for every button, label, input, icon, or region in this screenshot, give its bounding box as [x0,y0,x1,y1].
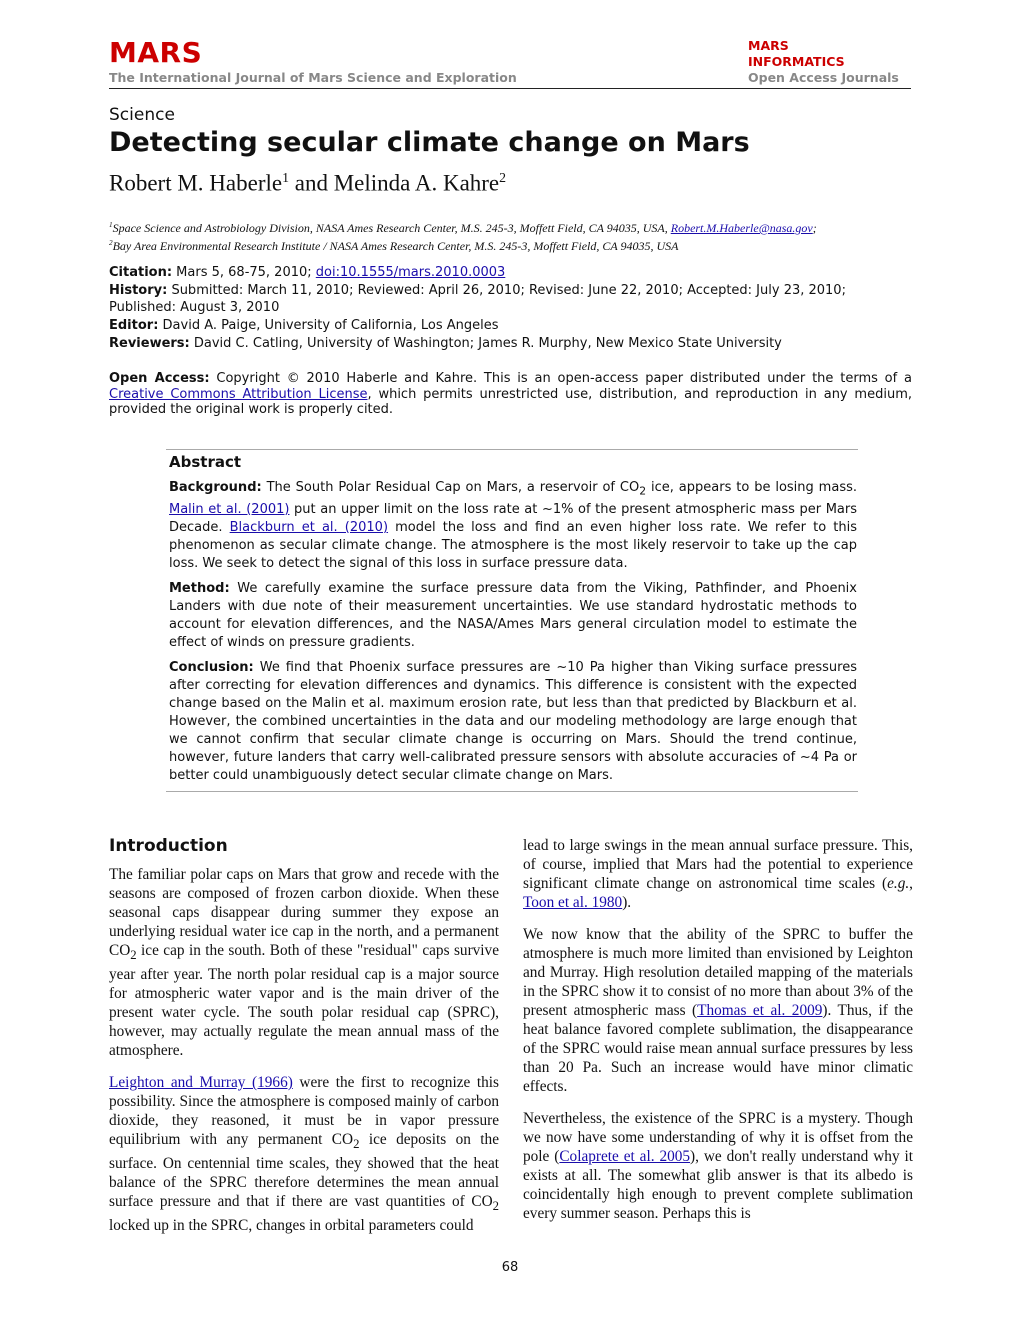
author-2: Melinda A. Kahre [333,170,500,196]
text-run: The familiar polar caps on Mars that grow and recede with the seasons are composed of frozen carbon dioxide. When these seasonal caps disappear during summer they expose an underlying residual water ice cap in the north, and a permanent CO [109,866,499,959]
affil-marker: 1 [109,221,113,229]
text-run: We find that Phoenix surface pressures are ~10 Pa higher than Viking surface pressures after correcting for elevation differences and dynamics. This difference is consistent with the expected change based on the Malin et al. maximum erosion rate, but less than that predicted by Blackburn et al. However, the combined uncertainties in the data and our modeling methodology are large enough that we cannot confirm that secular climate change is occurring on Mars. Should the trend continue, however, future landers that carry well-calibrated pressure sensors with absolute accuracies of ~4 Pa or better could unambiguously detect secular climate change on Mars. [169,659,857,783]
reviewers-label: Reviewers: [109,336,190,351]
history-text: Submitted: March 11, 2010; Reviewed: April 26, 2010; Revised: June 22, 2010; Accepted: July 23, 2010; Published: August 3, 2010 [109,283,846,315]
affil-punct: ; [812,221,817,235]
citation-label: Citation: [109,265,173,280]
paragraph [169,580,857,652]
text-run: put an upper limit on the loss rate at ~1% of the present atmospheric mass per Mars Decade. [169,501,857,535]
editor-text: David A. Paige, University of California, Los Angeles [158,318,499,333]
author-2-affil: 2 [499,170,507,185]
editor [109,317,914,334]
text-run: ). [622,894,632,911]
publisher-block [748,38,899,86]
introduction-heading: Introduction [109,836,228,856]
reference-link[interactable]: Colaprete et al. 2005 [559,1148,691,1165]
paragraph [523,1109,913,1223]
reference-link[interactable]: Leighton and Murray (1966) [109,1074,293,1092]
oa-text: , which permits unrestricted use, distribution, and reproduction in any medium, provided the original work is properly cited. [109,386,912,417]
text-run: We now know that the ability of the SPRC to buffer the atmosphere is much more limited than envisioned by Leighton and Murray. High resolution detailed mapping of the materials in the SPRC show it to consist of no more than about 3% of the present atmospheric mass ( [523,926,913,1019]
paragraph-label: Method: [169,580,230,596]
editor-label: Editor: [109,318,159,333]
publisher-name-1: MARS [748,38,789,53]
text-run: e.g. [887,875,910,892]
license-link[interactable]: Creative Commons Attribution License [109,386,368,402]
paragraph [523,925,913,1096]
text-run: locked up in the SPRC, changes in orbital parameters could [109,1217,474,1235]
affil-text: Space Science and Astrobiology Division, NASA Ames Research Center, M.S. 245-3, Moffett Field, CA 94035, USA, [112,221,671,235]
oa-label: Open Access: [109,371,210,386]
authors [109,170,506,197]
affiliations [109,218,929,254]
doi-link[interactable]: doi:10.1555/mars.2010.0003 [315,265,506,280]
oa-text: Copyright © 2010 Haberle and Kahre. This is an open-access paper distributed under the terms of a [209,371,912,386]
subscript: 2 [492,1199,499,1214]
email-link[interactable]: Robert.M.Haberle@nasa.gov [670,221,813,235]
article-title: Detecting secular climate change on Mars [109,127,750,158]
history [109,282,914,316]
paragraph-label: Background: [169,480,262,495]
text-run: ice, appears to be losing mass. [646,480,857,495]
reviewers-text: David C. Catling, University of Washington; James R. Murphy, New Mexico State University [189,336,782,351]
subscript: 2 [353,1137,360,1152]
paragraph [169,659,857,785]
text-run: were the first to recognize this possibility. Since the atmosphere is composed mainly of carbon dioxide, they reasoned, it must be in vapor pressure equilibrium with any permanent CO [109,1074,499,1149]
text-run: We carefully examine the surface pressure data from the Viking, Pathfinder, and Phoenix Landers with due note of their measurement uncertainties. We use standard hydrostatic methods to account for elevation differences, and the NASA/Ames Mars general circulation model to estimate the effect of winds on pressure gradients. [169,580,857,650]
publisher-name-2: INFORMATICS [748,54,845,69]
citation-text: Mars 5, 68-75, 2010; [172,265,316,280]
abstract-heading: Abstract [169,453,242,471]
column-left [109,836,499,1248]
subscript: 2 [639,484,647,498]
paragraph [169,479,857,573]
reference-link[interactable]: Malin et al. (2001) [169,501,290,517]
affil-text: Bay Area Environmental Research Institute / NASA Ames Research Center, M.S. 245-3, Moffett Field, CA 94035, USA [112,239,679,253]
publisher-tagline: Open Access Journals [748,70,899,85]
column-right [523,836,913,1236]
journal-header [109,36,911,89]
column-right-body [523,836,913,1223]
paragraph [109,1073,499,1235]
author-1-affil: 1 [282,170,289,185]
affiliation-2 [109,236,929,254]
journal-subtitle: The International Journal of Mars Science and Exploration [109,70,517,85]
text-run: ice cap in the south. Both of these "residual" caps survive year after year. The north polar residual cap is a major source for atmospheric water vapor and is the main driver of the present water cycle. The south polar residual cap (SPRC), however, may actually regulate the mean annual mass of the atmosphere. [109,942,499,1060]
text-run: ). Thus, if the heat balance favored complete sublimation, the disappearance of the SPRC would raise mean annual surface pressures by less than 20 Pa. Such an increase would have minor climatic effects. [523,1002,913,1095]
abstract-body [169,479,857,785]
reviewers [109,335,914,352]
journal-logo: MARS [109,36,203,69]
column-left-body [109,865,499,1235]
author-1: Robert M. Haberle [109,170,283,196]
text-run: model the loss and find an even higher loss rate. We refer to this phenomenon as secular climate change. The atmosphere is the most likely reservoir to take up the cap loss. We seek to detect the signal of this loss in surface pressure data. [169,519,857,571]
text-run: lead to large swings in the mean annual surface pressure. This, of course, implied that Mars had the potential to experience significant climate change on astronomical time scales ( [523,837,913,892]
reference-link[interactable]: Thomas et al. 2009 [697,1002,823,1019]
abstract-box [166,449,858,792]
paragraph [109,865,499,1060]
reference-link[interactable]: Toon et al. 1980 [523,894,623,911]
paragraph-label: Conclusion: [169,659,254,675]
article-metadata [109,264,914,353]
reference-link[interactable]: Blackburn et al. (2010) [229,519,389,535]
section-label: Science [109,105,175,125]
authors-and: and [289,170,334,196]
affil-marker: 2 [109,239,113,247]
affiliation-1 [109,218,929,236]
citation [109,264,914,281]
page-number: 68 [501,1260,519,1275]
open-access-notice [109,371,912,418]
paragraph [523,836,913,912]
text-run: , [909,875,913,892]
subscript: 2 [130,948,137,963]
text-run: Nevertheless, the existence of the SPRC is a mystery. Though we now have some understanding of why it is offset from the pole ( [523,1110,913,1165]
text-run: ), we don't really understand why it exists at all. The somewhat glib answer is that its albedo is coincidentally high enough to prevent complete sublimation every summer season. Perhaps this is [523,1148,913,1222]
text-run: The South Polar Residual Cap on Mars, a reservoir of CO [261,480,640,495]
history-label: History: [109,283,168,298]
text-run: ice deposits on the surface. On centennial time scales, they showed that the heat balance of the SPRC therefore determines the mean annual surface pressure and that if there are vast quantities of CO [109,1131,499,1211]
